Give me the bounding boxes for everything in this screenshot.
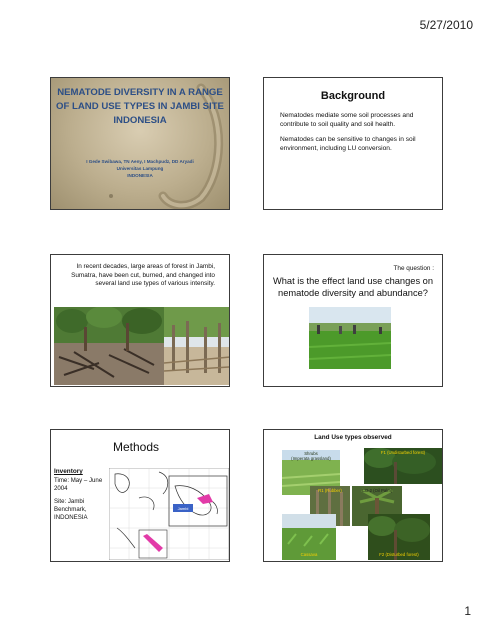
deforestation-text: In recent decades, large areas of forest in Jambi, Sumatra, have been cut, burned, and changed into several land use types of various intensity. [71,263,215,288]
site-line: Benchmark, [54,506,87,513]
header-date: 5/27/2010 [419,18,473,32]
research-question: What is the effect land use changes on nematode diversity and abundance? [272,276,434,298]
cassava-caption: Cassava [300,552,318,557]
slide-land-use-types [263,429,443,562]
f1-caption: F1 (Undisturbed forest) [380,450,426,455]
grassland-field-photo [309,307,391,369]
country-line: INDONESIA [127,173,153,178]
burned-forest-photo [54,307,164,385]
slide-heading: Background [320,90,386,102]
question-label: The question : [393,265,434,272]
background-paragraph-2: Nematodes can be sensitive to changes in soil environment, including LU conversion. [280,136,416,152]
caption-line: Shrubs [304,451,318,456]
page-number: 1 [464,604,471,618]
site-line: INDONESIA [54,514,88,521]
background-paragraph-1: Nematodes mediate some soil processes and contribute to soil quality and soil health. [280,112,414,128]
title-line: OF LAND USE TYPES IN JAMBI SITE [56,101,224,112]
rubber-plantation-photo [164,307,230,385]
authors-line: I Gede Swibawa, TN Aeny, I Machpudz, DD Aryadi [86,159,194,164]
slide-deforestation [50,254,230,387]
jambi-map-label: Jambi [177,506,189,511]
shrubs-caption [282,451,340,461]
slide-background [263,77,443,210]
f2-caption: F2 (Disturbed forest) [379,552,419,557]
slide-title-text [55,86,225,128]
title-line: NEMATODE DIVERSITY IN A RANGE [57,87,223,98]
slide-authors [55,158,225,179]
oil-palm-caption: CO-2 (Oil Palm) [361,488,393,493]
affiliation-line: Universitas Lampung [116,166,164,171]
slide-heading: Land Use types observed [314,434,392,441]
time-line: 2004 [54,485,68,492]
caption-line: (Imperata grassland) [291,456,331,461]
slide-methods [50,429,230,562]
slide-title [50,77,230,210]
inventory-heading: Inventory [54,468,83,475]
time-line: Time: May – June [54,477,103,484]
site-line: Site: Jambi [54,498,85,505]
rubber-caption: R1 (Rubber) [318,488,342,493]
indonesia-location-map [109,468,229,560]
slide-question [263,254,443,387]
slide-heading: Methods [113,440,160,454]
title-line: INDONESIA [113,115,167,126]
